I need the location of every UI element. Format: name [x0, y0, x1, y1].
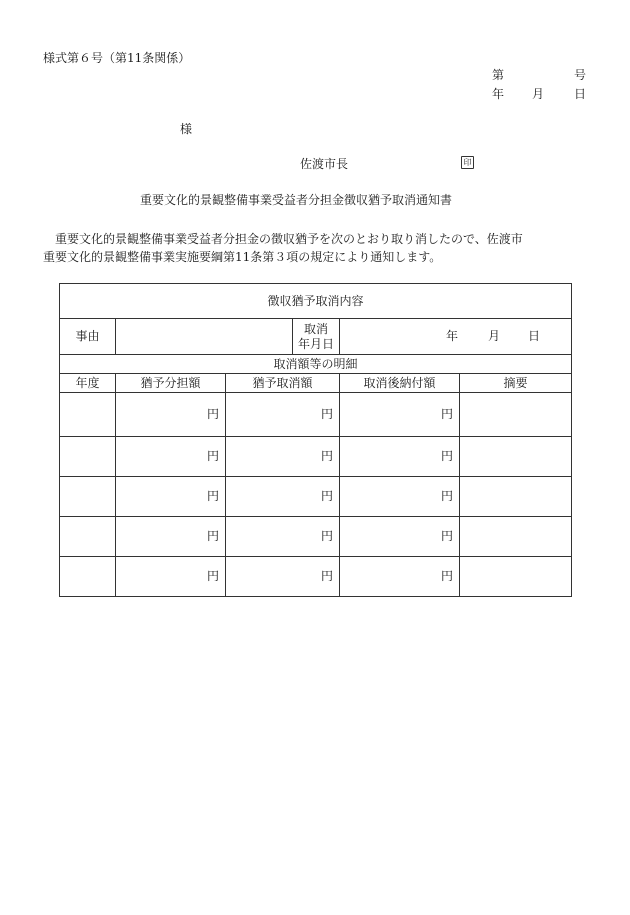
year-cell[interactable]	[60, 393, 116, 437]
amount-after-cancel-cell[interactable]	[340, 557, 460, 597]
remarks-cell[interactable]	[460, 437, 572, 477]
issue-date-month-label: 月	[532, 87, 545, 101]
remarks-cell[interactable]	[460, 393, 572, 437]
form-number: 様式第６号（第11条関係）	[43, 51, 191, 65]
cancel-date-label-line-1: 取消	[303, 322, 328, 337]
section-title: 徴収猶予取消内容	[60, 284, 572, 319]
deferred-amount-cell[interactable]	[116, 437, 226, 477]
cancel-date-month-label: 月	[488, 329, 501, 343]
year-cell[interactable]	[60, 517, 116, 557]
cancel-date-field[interactable]	[340, 319, 572, 355]
cancelled-amount-cell[interactable]	[226, 393, 340, 437]
recipient-honorific: 様	[180, 122, 193, 136]
details-title: 取消額等の明細	[60, 355, 572, 374]
notice-body-line-2: 重要文化的景観整備事業実施要綱第11条第３項の規定により通知します。	[43, 250, 442, 264]
yen-unit: 円	[320, 449, 333, 464]
deferred-amount-cell[interactable]	[116, 393, 226, 437]
yen-unit: 円	[440, 529, 453, 544]
cancelled-amount-cell[interactable]	[226, 517, 340, 557]
table-row	[60, 477, 572, 517]
reason-field[interactable]	[116, 319, 293, 355]
column-header-deferred-amount: 猶予分担額	[116, 374, 226, 393]
column-header-remarks: 摘要	[460, 374, 572, 393]
yen-unit: 円	[320, 407, 333, 422]
yen-unit: 円	[320, 529, 333, 544]
yen-unit: 円	[440, 449, 453, 464]
reason-label: 事由	[60, 319, 116, 355]
column-header-amount-after-cancel: 取消後納付額	[340, 374, 460, 393]
amount-after-cancel-cell[interactable]	[340, 477, 460, 517]
deferred-amount-cell[interactable]	[116, 477, 226, 517]
year-cell[interactable]	[60, 477, 116, 517]
document-number-suffix: 号	[574, 68, 587, 82]
cancelled-amount-cell[interactable]	[226, 557, 340, 597]
remarks-cell[interactable]	[460, 517, 572, 557]
yen-unit: 円	[206, 449, 219, 464]
amount-after-cancel-cell[interactable]	[340, 437, 460, 477]
amount-after-cancel-cell[interactable]	[340, 517, 460, 557]
year-cell[interactable]	[60, 557, 116, 597]
yen-unit: 円	[440, 569, 453, 584]
notice-body	[43, 230, 591, 266]
table-row	[60, 557, 572, 597]
table-row	[60, 393, 572, 437]
yen-unit: 円	[440, 489, 453, 504]
deferred-amount-cell[interactable]	[116, 557, 226, 597]
yen-unit: 円	[440, 407, 453, 422]
seal-mark: 印	[461, 156, 474, 169]
cancelled-amount-cell[interactable]	[226, 477, 340, 517]
cancellation-detail-table	[59, 283, 572, 597]
cancel-date-day-label: 日	[528, 329, 541, 343]
document-number-label: 第	[492, 68, 505, 82]
column-header-cancelled-amount: 猶予取消額	[226, 374, 340, 393]
table-row	[60, 437, 572, 477]
year-cell[interactable]	[60, 437, 116, 477]
notice-body-line-1: 重要文化的景観整備事業受益者分担金の徴収猶予を次のとおり取り消したので、佐渡市	[55, 232, 523, 246]
yen-unit: 円	[206, 407, 219, 422]
cancel-date-year-label: 年	[446, 329, 459, 343]
table-row	[60, 517, 572, 557]
issue-date-year-label: 年	[492, 87, 505, 101]
cancel-date-label	[293, 319, 340, 355]
issue-date-day-label: 日	[574, 87, 587, 101]
cancelled-amount-cell[interactable]	[226, 437, 340, 477]
remarks-cell[interactable]	[460, 477, 572, 517]
yen-unit: 円	[206, 529, 219, 544]
document-title: 重要文化的景観整備事業受益者分担金徴収猶予取消通知書	[140, 193, 453, 207]
deferred-amount-cell[interactable]	[116, 517, 226, 557]
yen-unit: 円	[206, 489, 219, 504]
yen-unit: 円	[320, 489, 333, 504]
yen-unit: 円	[320, 569, 333, 584]
remarks-cell[interactable]	[460, 557, 572, 597]
amount-after-cancel-cell[interactable]	[340, 393, 460, 437]
yen-unit: 円	[206, 569, 219, 584]
cancel-date-label-line-2: 年月日	[297, 336, 334, 351]
column-header-year: 年度	[60, 374, 116, 393]
sender-name: 佐渡市長	[300, 157, 349, 171]
